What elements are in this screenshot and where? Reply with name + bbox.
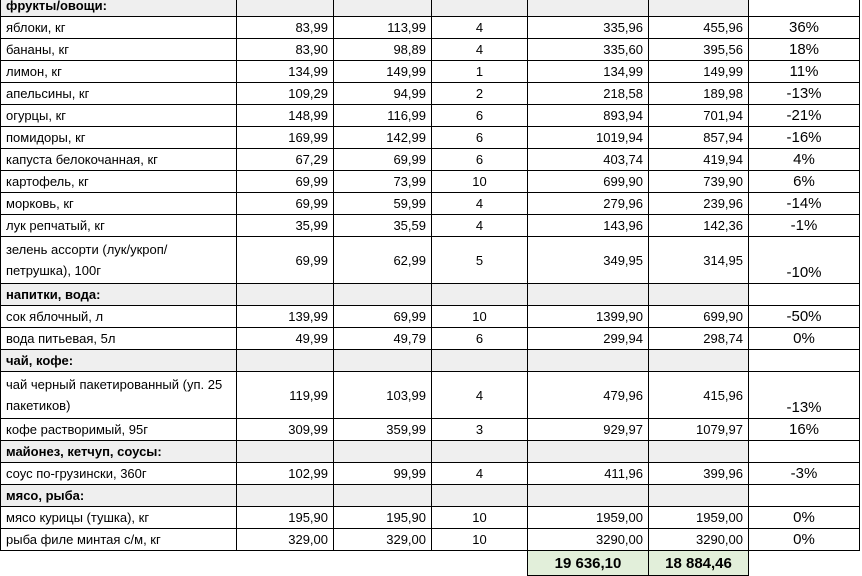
category-label[interactable]: напитки, вода: <box>1 284 237 306</box>
sum-old-cell[interactable]: 143,96 <box>528 215 649 237</box>
empty-cell[interactable] <box>334 284 432 306</box>
category-row <box>1 350 860 372</box>
table-row <box>1 105 860 127</box>
sum-old-cell[interactable]: 893,94 <box>528 105 649 127</box>
price-old-cell[interactable]: 329,00 <box>237 529 334 551</box>
sum-new-cell[interactable]: 142,36 <box>649 215 749 237</box>
empty-cell[interactable] <box>334 485 432 507</box>
price-new-cell[interactable]: 116,99 <box>334 105 432 127</box>
table-row <box>1 328 860 350</box>
sum-old-cell[interactable]: 403,74 <box>528 149 649 171</box>
sum-old-cell[interactable]: 479,96 <box>528 372 649 419</box>
category-row <box>1 284 860 306</box>
quantity-cell[interactable]: 10 <box>432 507 528 529</box>
price-new-cell[interactable]: 73,99 <box>334 171 432 193</box>
category-label[interactable]: чай, кофе: <box>1 350 237 372</box>
price-old-cell[interactable]: 119,99 <box>237 372 334 419</box>
quantity-cell[interactable]: 4 <box>432 215 528 237</box>
price-old-cell[interactable]: 35,99 <box>237 215 334 237</box>
blank-cell <box>334 551 432 576</box>
quantity-cell[interactable]: 4 <box>432 17 528 39</box>
product-name-cell[interactable]: помидоры, кг <box>1 127 237 149</box>
table-row <box>1 372 860 419</box>
product-name-cell[interactable]: вода питьевая, 5л <box>1 328 237 350</box>
table-row <box>1 215 860 237</box>
quantity-cell[interactable]: 5 <box>432 237 528 284</box>
price-new-cell[interactable]: 99,99 <box>334 463 432 485</box>
product-name-cell[interactable]: капуста белокочанная, кг <box>1 149 237 171</box>
change-percent-cell[interactable]: -1% <box>749 215 860 237</box>
price-old-cell[interactable]: 169,99 <box>237 127 334 149</box>
quantity-cell[interactable]: 10 <box>432 306 528 328</box>
sum-new-cell[interactable]: 857,94 <box>649 127 749 149</box>
sum-old-cell[interactable]: 1959,00 <box>528 507 649 529</box>
price-new-cell[interactable]: 59,99 <box>334 193 432 215</box>
table-row <box>1 83 860 105</box>
category-label[interactable]: мясо, рыба: <box>1 485 237 507</box>
quantity-cell[interactable]: 3 <box>432 419 528 441</box>
price-old-cell[interactable]: 134,99 <box>237 61 334 83</box>
empty-cell[interactable] <box>237 441 334 463</box>
price-old-cell[interactable]: 109,29 <box>237 83 334 105</box>
price-new-cell[interactable]: 103,99 <box>334 372 432 419</box>
empty-cell[interactable] <box>237 350 334 372</box>
price-old-cell[interactable]: 69,99 <box>237 237 334 284</box>
category-label[interactable]: майонез, кетчуп, соусы: <box>1 441 237 463</box>
product-name-cell[interactable]: соус по-грузински, 360г <box>1 463 237 485</box>
change-percent-cell[interactable]: 6% <box>749 171 860 193</box>
price-old-cell[interactable]: 49,99 <box>237 328 334 350</box>
empty-cell[interactable] <box>334 0 432 17</box>
sum-new-cell[interactable]: 239,96 <box>649 193 749 215</box>
quantity-cell[interactable]: 4 <box>432 463 528 485</box>
sum-old-cell[interactable]: 279,96 <box>528 193 649 215</box>
empty-cell[interactable] <box>432 350 528 372</box>
total-sum-old[interactable]: 19 636,10 <box>528 551 649 576</box>
price-old-cell[interactable]: 309,99 <box>237 419 334 441</box>
sum-new-cell[interactable]: 739,90 <box>649 171 749 193</box>
table-row <box>1 419 860 441</box>
change-percent-cell[interactable]: -16% <box>749 127 860 149</box>
category-row <box>1 485 860 507</box>
sum-old-cell[interactable]: 218,58 <box>528 83 649 105</box>
empty-cell[interactable] <box>749 350 860 372</box>
price-new-cell[interactable]: 113,99 <box>334 17 432 39</box>
sum-old-cell[interactable]: 335,96 <box>528 17 649 39</box>
change-percent-cell[interactable]: 11% <box>749 61 860 83</box>
product-name-cell[interactable]: морковь, кг <box>1 193 237 215</box>
quantity-cell[interactable]: 6 <box>432 328 528 350</box>
table-row <box>1 171 860 193</box>
sum-old-cell[interactable]: 699,90 <box>528 171 649 193</box>
change-percent-cell[interactable]: 4% <box>749 149 860 171</box>
sum-old-cell[interactable]: 1019,94 <box>528 127 649 149</box>
empty-cell[interactable] <box>749 441 860 463</box>
empty-cell[interactable] <box>528 284 649 306</box>
blank-cell <box>749 551 860 576</box>
quantity-cell[interactable]: 4 <box>432 39 528 61</box>
sum-old-cell[interactable]: 349,95 <box>528 237 649 284</box>
price-old-cell[interactable]: 69,99 <box>237 171 334 193</box>
category-row <box>1 441 860 463</box>
empty-cell[interactable] <box>432 485 528 507</box>
price-new-cell[interactable]: 49,79 <box>334 328 432 350</box>
quantity-cell[interactable]: 4 <box>432 193 528 215</box>
empty-cell[interactable] <box>432 441 528 463</box>
quantity-cell[interactable]: 10 <box>432 529 528 551</box>
product-name-cell[interactable]: лук репчатый, кг <box>1 215 237 237</box>
category-label[interactable]: фрукты/овощи: <box>1 0 237 17</box>
change-percent-cell[interactable]: 18% <box>749 39 860 61</box>
change-percent-cell[interactable]: -13% <box>749 372 860 419</box>
table-row <box>1 306 860 328</box>
empty-cell[interactable] <box>749 485 860 507</box>
product-name-cell[interactable]: сок яблочный, л <box>1 306 237 328</box>
table-row <box>1 507 860 529</box>
empty-cell[interactable] <box>649 485 749 507</box>
change-percent-cell[interactable]: -13% <box>749 83 860 105</box>
category-row <box>1 0 860 17</box>
sum-new-cell[interactable]: 314,95 <box>649 237 749 284</box>
blank-cell <box>432 551 528 576</box>
quantity-cell[interactable]: 2 <box>432 83 528 105</box>
sum-new-cell[interactable]: 3290,00 <box>649 529 749 551</box>
sum-new-cell[interactable]: 415,96 <box>649 372 749 419</box>
total-sum-new[interactable]: 18 884,46 <box>649 551 749 576</box>
change-percent-cell[interactable]: 0% <box>749 507 860 529</box>
sum-old-cell[interactable]: 3290,00 <box>528 529 649 551</box>
totals-row <box>1 551 860 576</box>
quantity-cell[interactable]: 6 <box>432 127 528 149</box>
sum-old-cell[interactable]: 134,99 <box>528 61 649 83</box>
sum-old-cell[interactable]: 929,97 <box>528 419 649 441</box>
price-old-cell[interactable]: 139,99 <box>237 306 334 328</box>
empty-cell[interactable] <box>649 441 749 463</box>
change-percent-cell[interactable]: -14% <box>749 193 860 215</box>
empty-cell[interactable] <box>528 0 649 17</box>
empty-cell[interactable] <box>432 0 528 17</box>
sum-old-cell[interactable]: 335,60 <box>528 39 649 61</box>
quantity-cell[interactable]: 10 <box>432 171 528 193</box>
price-new-cell[interactable]: 359,99 <box>334 419 432 441</box>
blank-cell <box>1 551 237 576</box>
price-new-cell[interactable]: 69,99 <box>334 306 432 328</box>
product-name-cell[interactable]: рыба филе минтая с/м, кг <box>1 529 237 551</box>
price-old-cell[interactable]: 148,99 <box>237 105 334 127</box>
change-percent-cell[interactable]: 16% <box>749 419 860 441</box>
product-name-cell[interactable]: яблоки, кг <box>1 17 237 39</box>
sum-new-cell[interactable]: 701,94 <box>649 105 749 127</box>
price-new-cell[interactable]: 142,99 <box>334 127 432 149</box>
price-new-cell[interactable]: 35,59 <box>334 215 432 237</box>
price-new-cell[interactable]: 94,99 <box>334 83 432 105</box>
price-new-cell[interactable]: 195,90 <box>334 507 432 529</box>
table-row <box>1 463 860 485</box>
empty-cell[interactable] <box>237 485 334 507</box>
empty-cell[interactable] <box>334 441 432 463</box>
product-name-cell[interactable]: чай черный пакетированный (уп. 25 пакетиков) <box>1 372 237 419</box>
price-new-cell[interactable]: 69,99 <box>334 149 432 171</box>
change-percent-cell[interactable]: 0% <box>749 529 860 551</box>
price-old-cell[interactable]: 67,29 <box>237 149 334 171</box>
empty-cell[interactable] <box>237 284 334 306</box>
sum-old-cell[interactable]: 411,96 <box>528 463 649 485</box>
blank-cell <box>237 551 334 576</box>
price-new-cell[interactable]: 98,89 <box>334 39 432 61</box>
price-new-cell[interactable]: 329,00 <box>334 529 432 551</box>
sum-new-cell[interactable]: 399,96 <box>649 463 749 485</box>
product-name-cell[interactable]: лимон, кг <box>1 61 237 83</box>
product-name-cell[interactable]: огурцы, кг <box>1 105 237 127</box>
change-percent-cell[interactable]: -3% <box>749 463 860 485</box>
table-row <box>1 529 860 551</box>
empty-cell[interactable] <box>528 441 649 463</box>
product-name-cell[interactable]: апельсины, кг <box>1 83 237 105</box>
product-name-cell[interactable]: мясо курицы (тушка), кг <box>1 507 237 529</box>
empty-cell[interactable] <box>749 284 860 306</box>
change-percent-cell[interactable]: -10% <box>749 237 860 284</box>
sum-new-cell[interactable]: 298,74 <box>649 328 749 350</box>
price-old-cell[interactable]: 83,90 <box>237 39 334 61</box>
empty-cell[interactable] <box>649 350 749 372</box>
sum-old-cell[interactable]: 299,94 <box>528 328 649 350</box>
empty-cell[interactable] <box>528 350 649 372</box>
sum-new-cell[interactable]: 419,94 <box>649 149 749 171</box>
empty-cell[interactable] <box>649 0 749 17</box>
sum-new-cell[interactable]: 149,99 <box>649 61 749 83</box>
table-row <box>1 237 860 284</box>
table-row <box>1 61 860 83</box>
product-name-cell[interactable]: кофе растворимый, 95г <box>1 419 237 441</box>
price-old-cell[interactable]: 102,99 <box>237 463 334 485</box>
sum-new-cell[interactable]: 455,96 <box>649 17 749 39</box>
sum-new-cell[interactable]: 395,56 <box>649 39 749 61</box>
price-old-cell[interactable]: 195,90 <box>237 507 334 529</box>
change-percent-cell[interactable]: -50% <box>749 306 860 328</box>
table-body <box>1 0 860 576</box>
empty-cell[interactable] <box>528 485 649 507</box>
sum-new-cell[interactable]: 1959,00 <box>649 507 749 529</box>
sum-new-cell[interactable]: 699,90 <box>649 306 749 328</box>
quantity-cell[interactable]: 6 <box>432 149 528 171</box>
table-row <box>1 149 860 171</box>
change-percent-cell[interactable]: -21% <box>749 105 860 127</box>
product-name-cell[interactable]: бананы, кг <box>1 39 237 61</box>
price-old-cell[interactable]: 83,99 <box>237 17 334 39</box>
table-row <box>1 193 860 215</box>
price-old-cell[interactable]: 69,99 <box>237 193 334 215</box>
table-row <box>1 127 860 149</box>
sum-new-cell[interactable]: 189,98 <box>649 83 749 105</box>
quantity-cell[interactable]: 1 <box>432 61 528 83</box>
quantity-cell[interactable]: 6 <box>432 105 528 127</box>
empty-cell[interactable] <box>749 0 860 17</box>
sum-new-cell[interactable]: 1079,97 <box>649 419 749 441</box>
change-percent-cell[interactable]: 0% <box>749 328 860 350</box>
price-new-cell[interactable]: 62,99 <box>334 237 432 284</box>
sum-old-cell[interactable]: 1399,90 <box>528 306 649 328</box>
empty-cell[interactable] <box>334 350 432 372</box>
quantity-cell[interactable]: 4 <box>432 372 528 419</box>
empty-cell[interactable] <box>649 284 749 306</box>
empty-cell[interactable] <box>432 284 528 306</box>
change-percent-cell[interactable]: 36% <box>749 17 860 39</box>
table-row <box>1 17 860 39</box>
empty-cell[interactable] <box>237 0 334 17</box>
price-new-cell[interactable]: 149,99 <box>334 61 432 83</box>
product-name-cell[interactable]: зелень ассорти (лук/укроп/петрушка), 100г <box>1 237 237 284</box>
product-name-cell[interactable]: картофель, кг <box>1 171 237 193</box>
table-row <box>1 39 860 61</box>
